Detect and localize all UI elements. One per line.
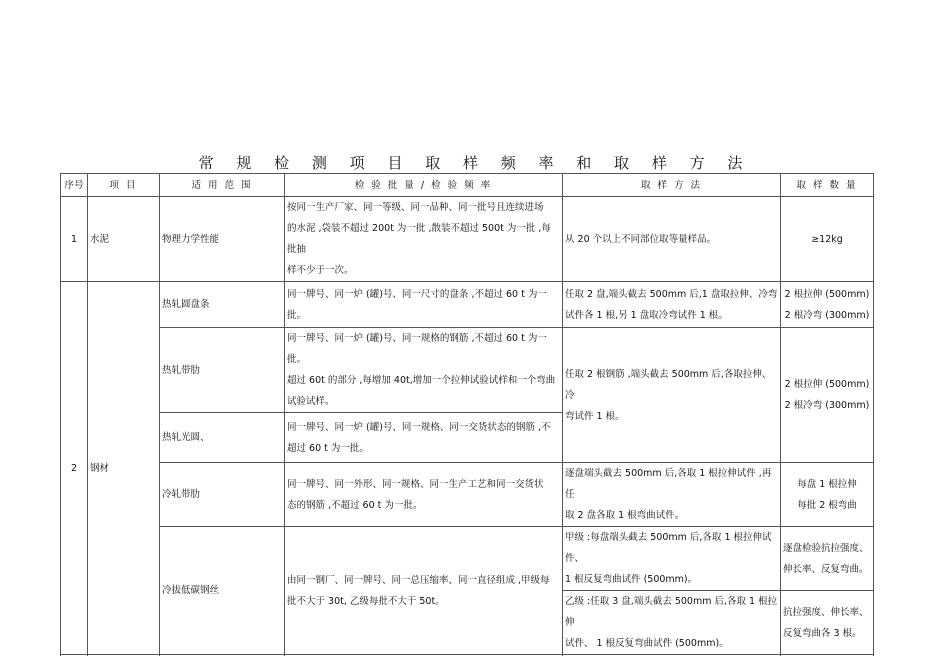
quantity-line: 每批 2 根弯曲 (797, 499, 857, 511)
batch-line: 批不大于 30t, 乙级每批不大于 50t。 (287, 595, 445, 607)
batch-line: 超过 60 t 为一批。 (287, 442, 369, 454)
hot-ribbed-scope: 热轧带肋 (160, 328, 285, 413)
batch-line: 同一牌号、同一外形、同一规格、同一生产工艺和同一交货状 (287, 478, 544, 490)
cement-method: 从 20 个以上不同部位取等量样品。 (563, 197, 781, 282)
cement-item: 水泥 (88, 197, 160, 282)
cold-wire-a-quantity (781, 527, 874, 591)
header-method: 取 样 方 法 (563, 174, 781, 197)
cold-ribbed-scope: 冷轧带肋 (160, 463, 285, 527)
quantity-line: 反复弯曲各 3 根。 (783, 627, 862, 639)
method-line: 取 2 盘各取 1 根弯曲试件。 (565, 510, 685, 521)
batch-line: 超过 60t 的部分 ,每增加 40t,增加一个拉伸试验试样和一个弯曲 (287, 375, 556, 386)
steel-no: 2 (61, 282, 88, 655)
cement-batch-line: 按同一生产厂家、同一等级、同一品种、同一批号且连续进场 (287, 202, 544, 213)
hot-ribbed-batch (285, 328, 563, 413)
method-line: 任取 2 根钢筋 ,端头截去 500mm 后,各取拉伸、冷 (565, 368, 772, 401)
ribbed-quantity (781, 328, 874, 463)
hot-plain-batch (285, 413, 563, 463)
cold-wire-b-quantity (781, 591, 874, 655)
cold-wire-batch (285, 527, 563, 655)
batch-line: 同一牌号、同一炉 (罐)号、同一规格、同一交货状态的钢筋 ,不 (287, 421, 551, 433)
hot-plain-scope: 热轧光圆、 (160, 413, 285, 463)
cement-batch-line: 的水泥 ,袋装不超过 200t 为一批 ,散装不超过 500t 为一批 ,每批抽 (287, 223, 551, 255)
batch-line: 由同一钢厂、同一牌号、同一总压缩率、同一直径组成 ,甲级每 (287, 574, 550, 586)
method-line: 试件各 1 根,另 1 盘取冷弯试件 1 根。 (565, 309, 728, 321)
header-quantity: 取 样 数 量 (781, 174, 874, 197)
sampling-table (60, 173, 874, 655)
hot-coil-batch: 同一牌号、同一炉 (罐)号、同一尺寸的盘条 ,不超过 60 t 为一批。 (285, 282, 563, 328)
quantity-line: 2 根拉伸 (500mm) (784, 379, 870, 390)
quantity-line: 2 根冷弯 (300mm) (784, 309, 870, 321)
method-line: 乙级 :任取 3 盘,端头截去 500mm 后,各取 1 根拉伸 (565, 596, 778, 628)
batch-line: 同一牌号、同一炉 (罐)号、同一规格的钢筋 ,不超过 60 t 为一批。 (287, 333, 547, 365)
cold-ribbed-method (563, 463, 781, 527)
method-line: 任取 2 盘,端头截去 500mm 后,1 盘取拉伸、冷弯 (565, 288, 778, 300)
cold-wire-b-method (563, 591, 781, 655)
hot-coil-method (563, 282, 781, 328)
table-row-cold-ribbed (61, 463, 874, 527)
header-row (61, 174, 874, 197)
table-row-cold-wire-a (61, 527, 874, 591)
quantity-line: 逐盘检验抗拉强度、 (783, 542, 869, 554)
table-row-cement (61, 197, 874, 282)
ribbed-method (563, 328, 781, 463)
method-line: 逐盘端头截去 500mm 后,各取 1 根拉伸试件 ,再任 (565, 468, 772, 500)
cement-no: 1 (61, 197, 88, 282)
quantity-line: 2 根冷弯 (300mm) (784, 400, 870, 411)
cement-batch-line: 样不少于一次。 (287, 265, 354, 276)
quantity-line: 抗拉强度、伸长率、 (783, 606, 869, 618)
cold-ribbed-batch (285, 463, 563, 527)
quantity-line: 伸长率、反复弯曲。 (783, 563, 869, 575)
hot-coil-quantity (781, 282, 874, 328)
batch-line: 态的钢筋 ,不超过 60 t 为一批。 (287, 499, 423, 511)
header-scope: 适 用 范 围 (160, 174, 285, 197)
method-line: 1 根反复弯曲试件 (500mm)。 (565, 574, 698, 585)
method-line: 弯试件 1 根。 (565, 410, 625, 422)
table-row-hot-coil (61, 282, 874, 328)
method-line: 甲级 :每盘端头截去 500mm 后,各取 1 根拉伸试件、 (565, 532, 772, 564)
cement-quantity: ≥12kg (781, 197, 874, 282)
method-line: 试件、 1 根反复弯曲试件 (500mm)。 (565, 638, 729, 649)
cement-scope: 物理力学性能 (160, 197, 285, 282)
cold-wire-scope: 冷拔低碳钢丝 (160, 527, 285, 655)
table-row-hot-ribbed (61, 328, 874, 413)
cold-ribbed-quantity (781, 463, 874, 527)
cement-batch (285, 197, 563, 282)
header-item: 项 目 (88, 174, 160, 197)
quantity-line: 每盘 1 根拉伸 (797, 478, 857, 490)
cold-wire-a-method (563, 527, 781, 591)
steel-item: 钢材 (88, 282, 160, 655)
batch-line: 试验试样。 (287, 396, 335, 407)
quantity-line: 2 根拉伸 (500mm) (784, 288, 870, 300)
page-title: 常 规 检 测 项 目 取 样 频 率 和 取 样 方 法 (198, 154, 752, 172)
header-no: 序号 (61, 174, 88, 197)
header-batch: 检 验 批 量 / 检 验 频 率 (285, 174, 563, 197)
hot-coil-scope: 热轧圆盘条 (160, 282, 285, 328)
